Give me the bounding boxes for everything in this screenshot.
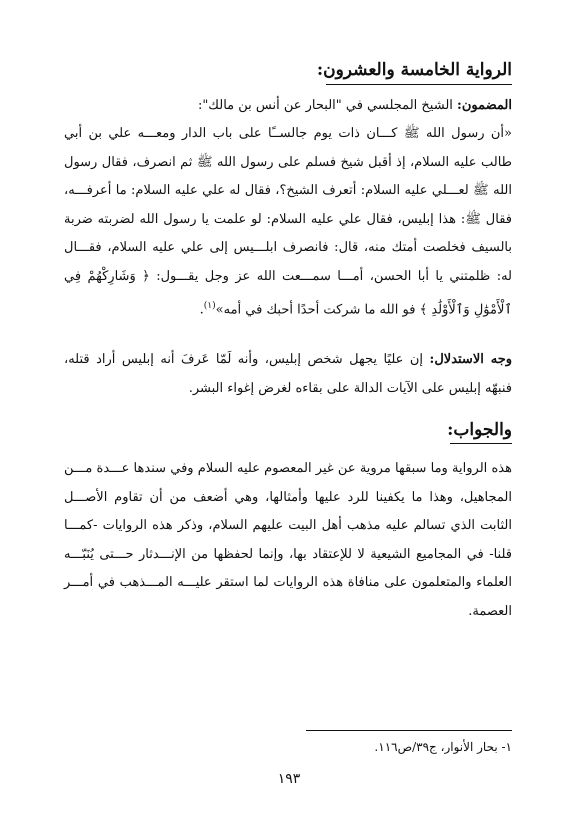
narration-paragraph: «أن رسول الله ﷺ كـــان ذات يوم جالســًا على باب الدار ومعـــه علي بن أبي طالب عليه السلام، إذ أقبل شيخ فسلم على رسول الله ﷺ ثم انصرف، فقال رسول الله ﷺ لعـــلي عليه السلام: أتعرف الشيخ؟، فقال له علي عليه السلام: ما أعرفـــه، فقال ﷺ: هذا إبليس، فقال علي عليه السلام: لو علمت يا رسول الله لضربته ضربة بالسيف فخلصت أمتك منه، قال: فانصرف ابلـــيس إلى علي عليه السلام، فقـــال له: ظلمتني يا أبا الحسن، أمـــا سمـــعت الله عز وجل يقـــول: ﴿ وَشَارِكْهُمْ فِي ٱلْأَمْوَٰلِ وَٱلْأَوْلَٰدِ ﴾ فو الله ما شركت أحدًا أحبك في أمه»$^{(١)}$. [64,126,512,317]
answer-heading-underline [450,443,512,444]
footnote-separator [306,730,512,731]
heading-underline [326,84,512,85]
inference-paragraph [64,346,512,403]
inference-label: وجه الاستدلال: [429,352,513,367]
answer-paragraph: هذه الرواية وما سبقها مروية عن غير المعصوم عليه السلام وفي سندها عـــدة مـــن المجاهيل، وهذا ما يكفينا للرد عليها وأمثالها، وهي أضعف من أن تقاوم الأصـــل الثابت الذي تسالم عليه مذهب أهل البيت عليهم السلام، وذكر هذه الروايات -كمـــا قلنا- في المجاميع الشيعية لا للإعتقاد بها، وإنما لحفظها من الإنـــدثار حـــتى يُنَبّـــه العلماء والمتعلمون على منافاة هذه الروايات لما استقر عليـــه المـــذهب في أمـــر العصمة. [64,461,512,619]
section-heading-narration: الرواية الخامسة والعشرون: [316,60,512,80]
content-label: المضمون: [457,98,512,113]
narration-text: «أن رسول الله ﷺ كـــان ذات يوم جالســًا على باب الدار ومعـــه علي بن أبي طالب عليه السلام، إذ أقبل شيخ فسلم على رسول الله ﷺ ثم انصرف، فقال رسول الله ﷺ لعـــلي عليه السلام: أتعرف الشيخ؟، فقال له علي عليه السلام: ما أعرفـــه، فقال ﷺ: هذا إبليس، فقال علي عليه السلام: لو علمت يا رسول الله لضربته ضربة بالسيف فخلصت أمتك منه، قال: فانصرف ابلـــيس إلى علي عليه السلام، فقـــال له: ظلمتني يا أبا الحسن، أمـــا سمـــعت الله عز وجل يقـــول: ﴿ وَشَارِكْهُمْ فِي ٱلْأَمْوَٰلِ وَٱلْأَوْلَٰدِ ﴾ فو الله ما شركت أحدًا أحبك في أمه» [64,126,512,317]
inference-text: إن عليًا يجهل شخص إبليس، وأنه لَمّا عَرفَ أنه إبليس أراد قتله، فنبهّه إبليس على الآيات الدالة على بقاءه لغرض إغواء البشر. [64,352,512,396]
content-intro: الشيخ المجلسي في "البحار عن أنس بن مالك": [197,98,453,113]
footnote-text: ١- بحار الأنوار، ج٣٩/ص١١٦. [374,740,512,754]
footnote-reference: (١) [203,300,216,311]
page-number: ١٩٣ [277,771,301,787]
section-heading-answer: والجواب: [447,420,512,440]
content-paragraph [64,92,512,121]
